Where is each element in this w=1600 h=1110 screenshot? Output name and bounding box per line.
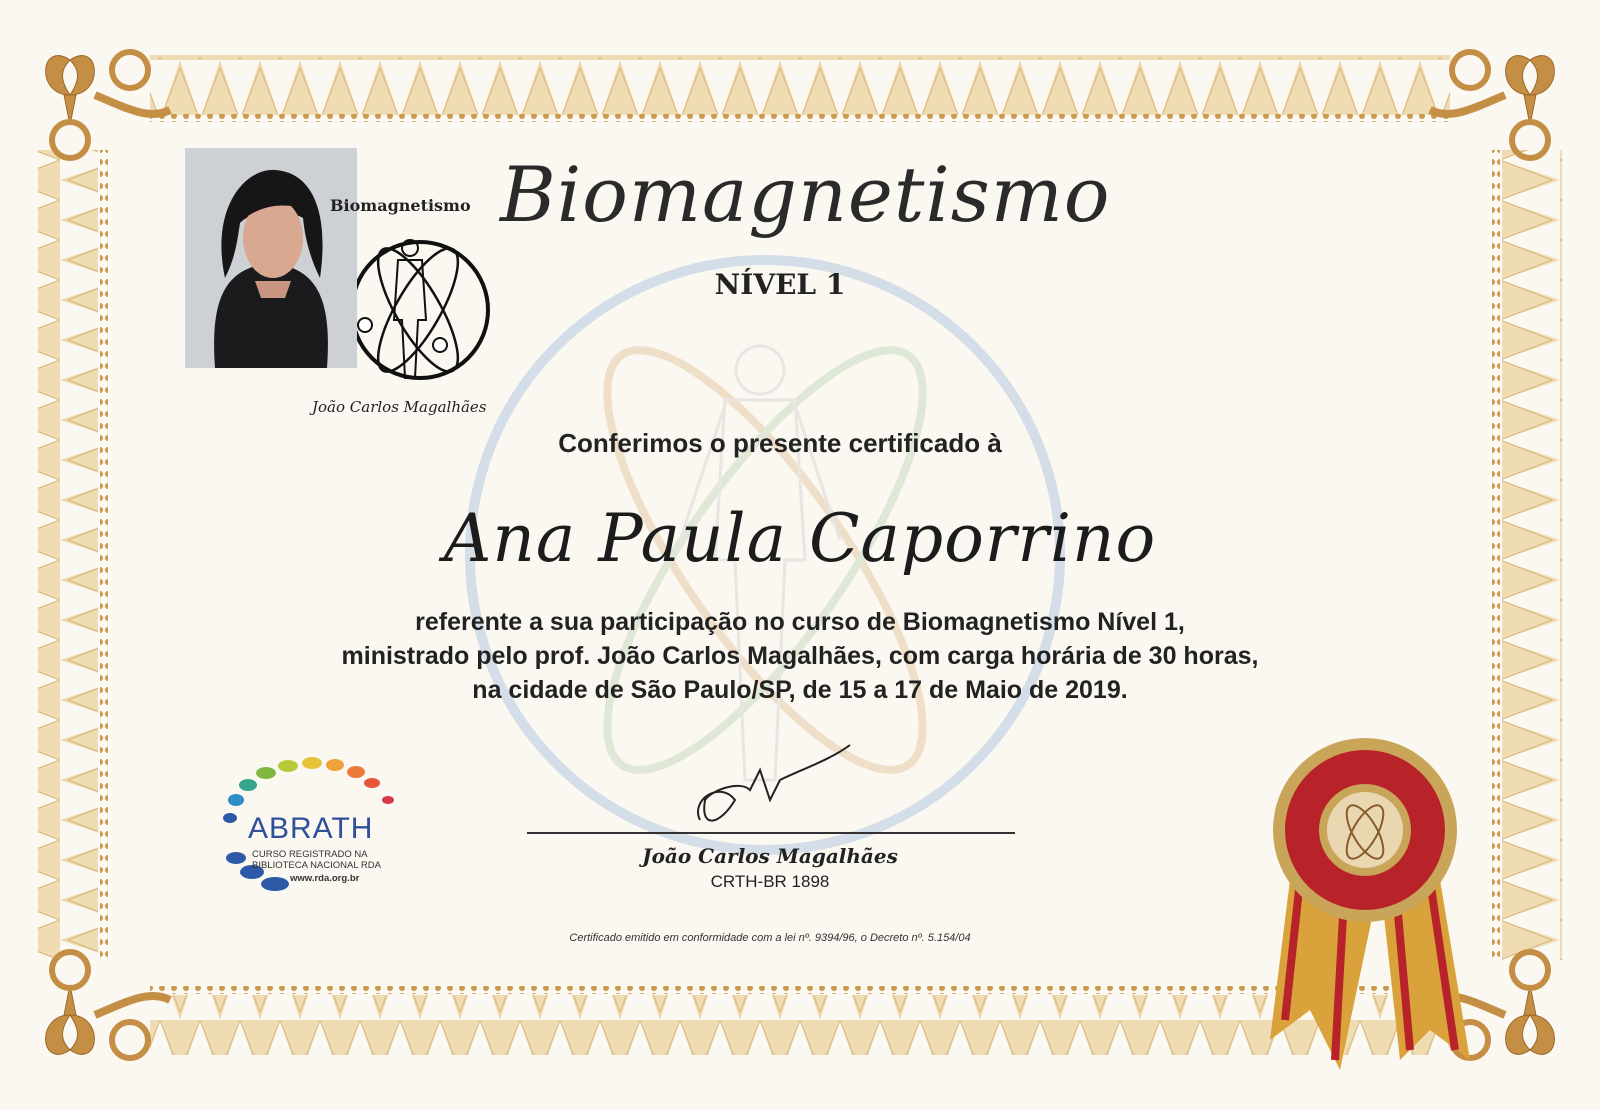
recipient-photo <box>185 148 357 368</box>
body-line-3: na cidade de São Paulo/SP, de 15 a 17 de Maio de 2019. <box>472 676 1128 704</box>
signatory-name: João Carlos Magalhães <box>642 844 898 868</box>
logo-signature-text: João Carlos Magalhães <box>312 398 487 416</box>
abrath-subtitle <box>252 849 432 871</box>
border-right-band <box>1502 150 1562 960</box>
certificate-title: Biomagnetismo <box>500 150 1111 239</box>
border-bottom-band <box>150 995 1450 1055</box>
abrath-line-1: CURSO REGISTRADO NA <box>252 849 368 860</box>
border-top-dots <box>150 114 1450 122</box>
signatory-registration: CRTH-BR 1898 <box>710 872 830 891</box>
abrath-name: ABRATH <box>248 812 374 845</box>
border-left-dots <box>100 150 108 960</box>
recipient-name: Ana Paula Caporrino <box>443 500 1157 577</box>
border-top-band <box>150 55 1450 115</box>
certificate-level: NÍVEL 1 <box>714 268 846 301</box>
abrath-line-2: BIBLIOTECA NACIONAL RDA <box>252 860 381 871</box>
border-right-dots <box>1492 150 1500 960</box>
certificate-body <box>150 605 1450 707</box>
logo-wordmark: Biomagnetismo <box>330 196 471 215</box>
border-left-band <box>38 150 98 960</box>
biomagnetismo-logo <box>352 238 488 381</box>
abrath-url: www.rda.org.br <box>290 873 360 884</box>
body-line-1: referente a sua participação no curso de Biomagnetismo Nível 1, <box>415 608 1185 636</box>
border-bottom-dots <box>150 986 1450 994</box>
signature-line <box>527 832 1015 834</box>
legal-note: Certificado emitido em conformidade com a lei nº. 9394/96, o Decreto nº. 5.154/04 <box>569 932 971 944</box>
signature-scribble <box>698 745 850 821</box>
certificate-intro: Conferimos o presente certificado à <box>558 428 1002 458</box>
body-line-2: ministrado pelo prof. João Carlos Magalhães, com carga horária de 30 horas, <box>341 642 1259 670</box>
portrait-photo-icon <box>185 148 357 368</box>
